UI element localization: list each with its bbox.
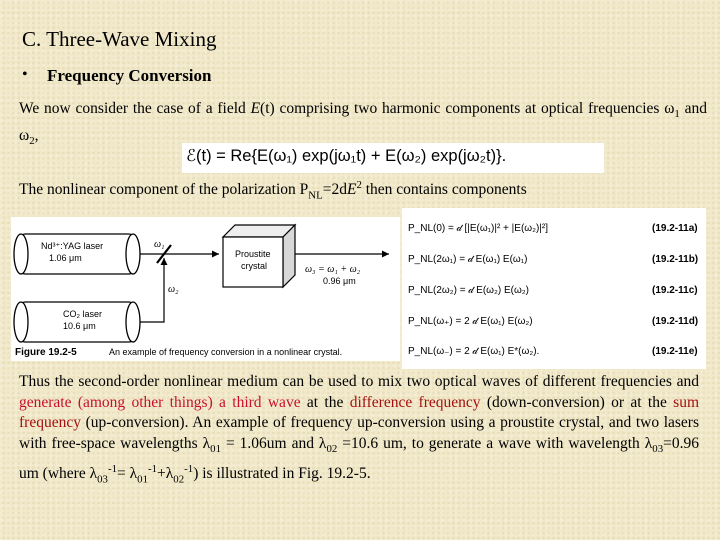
bullet-marker: • (22, 66, 28, 83)
frequency-conversion-figure (11, 217, 400, 361)
omega2-label: ω₂ (168, 284, 179, 295)
equation-b: P_NL(2ω₁) = 𝒹 E(ω₁) E(ω₁) (408, 254, 528, 265)
slide-title: C. Three-Wave Mixing (22, 27, 217, 51)
laser2-wavelength: 10.6 μm (63, 321, 96, 331)
lambda3-label: 0.96 μm (323, 276, 356, 286)
highlight-sum-frequency: sum frequency (19, 393, 699, 431)
equation-a: P_NL(0) = 𝒹 [|E(ω₁)|² + |E(ω₂)|²] (408, 223, 548, 234)
intro-paragraph: We now consider the case of a field E(t) comprising two harmonic components at optical frequencies $\omega_1$ and $\omega_2$, (19, 100, 707, 148)
equation-number-a: (19.2-11a) (652, 223, 698, 234)
equation-number-d: (19.2-11d) (652, 316, 699, 327)
field-equation: ℰ(t) = Re{E(ω₁) exp(jω₁t) + E(ω₂) exp(jω₂t)}. (186, 147, 507, 165)
equation-e: P_NL(ω₋) = 2 𝒹 E(ω₁) E*(ω₂). (408, 346, 540, 357)
laser2-name: CO₂ laser (63, 309, 103, 319)
beam-omega2 (140, 258, 164, 322)
figure-caption-text: An example of frequency conversion in a nonlinear crystal. (109, 347, 343, 357)
highlight-difference-frequency: difference frequency (349, 393, 481, 411)
polarization-paragraph: The nonlinear component of the polarization $P_{NL}=2dE^2$ then contains components (19, 179, 527, 202)
laser1-wavelength: 1.06 μm (49, 253, 82, 263)
equation-number-b: (19.2-11b) (652, 254, 699, 265)
omega3-label: ω₃ = ω₁ + ω₂ (305, 264, 361, 275)
equation-number-c: (19.2-11c) (652, 285, 698, 296)
equation-d: P_NL(ω₊) = 2 𝒹 E(ω₁) E(ω₂) (408, 316, 533, 327)
equation-c: P_NL(2ω₂) = 𝒹 E(ω₂) E(ω₂) (408, 285, 529, 296)
crystal-name: Proustite (235, 249, 271, 259)
laser1-name: Nd³⁺:YAG laser (41, 241, 104, 251)
figure-diagram (11, 217, 400, 361)
polarization-equations (402, 208, 706, 369)
mixing-paragraph: Thus the second-order nonlinear medium can be used to mix two optical waves of different frequencies and generate (among other things) a third wave at the difference frequency (down-conversion) or at the sum frequency (up-conversion). An example of frequency up-conversion using a proustite crystal, and two lasers with free-space wavelengths $\lambda_{01} = 1.06um$ and $\lambda_{02} =10.6$ um, to generate a wave with wavelength $\lambda_{03}=0.96$ um (where $\lambda_{03}^{-1}= \lambda_{01}^{-1}+\lambda_{02}^{-1}$) is illustrated in Fig. 19.2-5. (19, 373, 699, 486)
equation-number-e: (19.2-11e) (652, 346, 698, 357)
crystal-label: crystal (241, 261, 268, 271)
highlight-third-wave: generate (among other things) a third wave (19, 393, 301, 411)
bullet-heading: Frequency Conversion (47, 66, 212, 85)
omega1-label: ω₁ (154, 239, 165, 250)
figure-caption-label: Figure 19.2-5 (15, 347, 77, 358)
